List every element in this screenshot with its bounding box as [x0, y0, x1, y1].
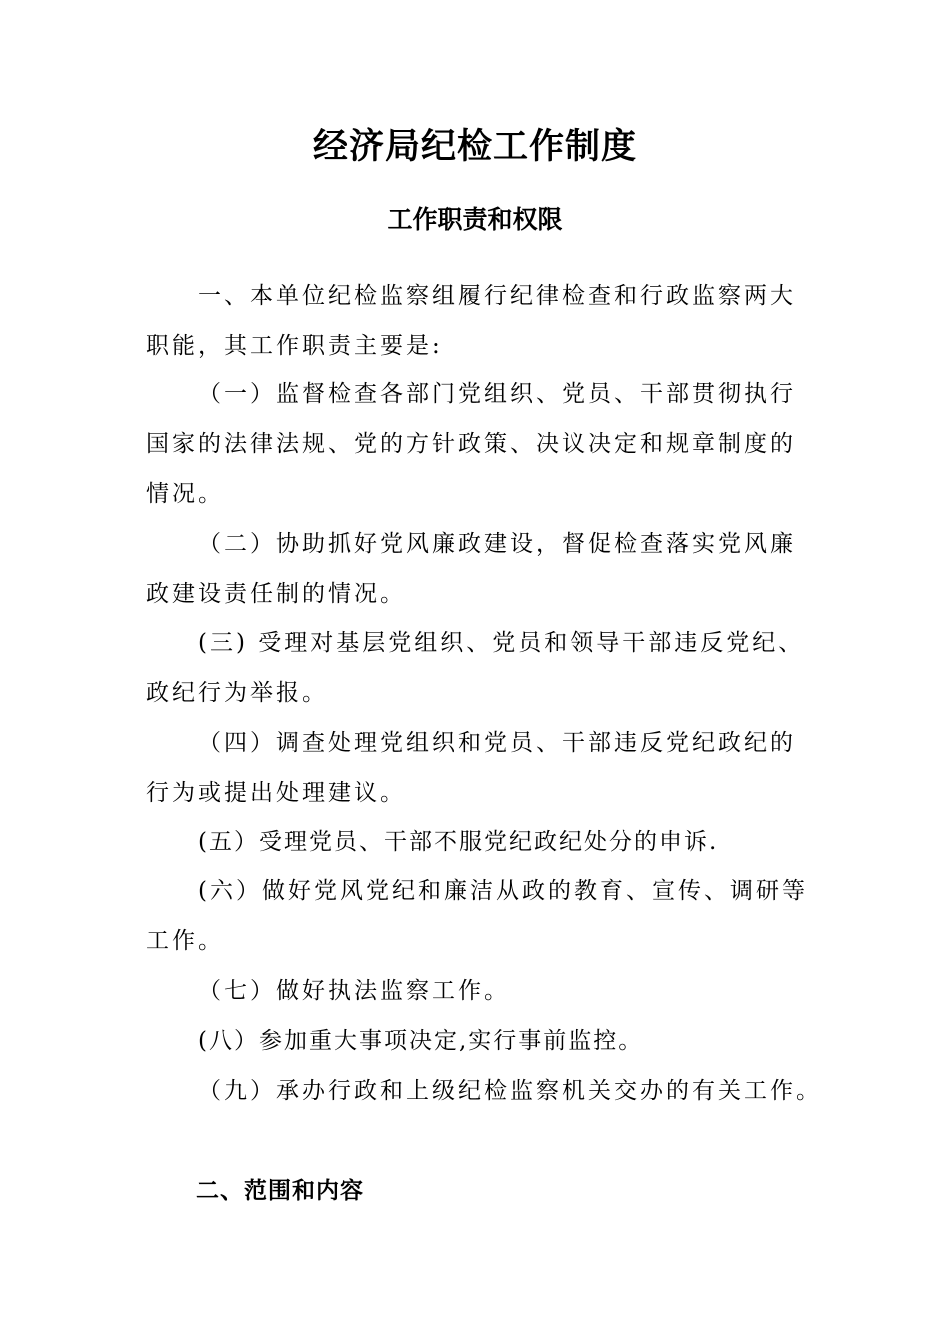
paragraph-duties-intro: 一、本单位纪检监察组履行纪律检查和行政监察两大职能，其工作职责主要是: [146, 283, 796, 359]
paragraph-item-9: （九）承办行政和上级纪检监察机关交办的有关工作。 [198, 1078, 822, 1104]
section-heading-scope: 二、范围和内容 [196, 1178, 364, 1204]
paragraph-item-2: （二）协助抓好党风廉政建设，督促检查落实党风廉政建设责任制的情况。 [146, 531, 796, 607]
document-title: 经济局纪检工作制度 [312, 127, 637, 167]
paragraph-item-3: (三) 受理对基层党组织、党员和领导干部违反党纪、政纪行为举报。 [146, 630, 805, 706]
document-subtitle: 工作职责和权限 [387, 205, 563, 234]
paragraph-item-6: (六）做好党风党纪和廉洁从政的教育、宣传、调研等工作。 [146, 878, 808, 954]
paragraph-item-4: （四）调查处理党组织和党员、干部违反党纪政纪的行为或提出处理建议。 [146, 730, 796, 806]
paragraph-item-7: （七）做好执法监察工作。 [198, 978, 510, 1004]
paragraph-item-1: （一）监督检查各部门党组织、党员、干部贯彻执行国家的法律法规、党的方针政策、决议决定和规章制度的情况。 [146, 381, 796, 507]
paragraph-item-5: (五）受理党员、干部不服党纪政纪处分的申诉. [198, 829, 719, 855]
paragraph-item-8: (八）参加重大事项决定,实行事前监控。 [198, 1028, 644, 1054]
